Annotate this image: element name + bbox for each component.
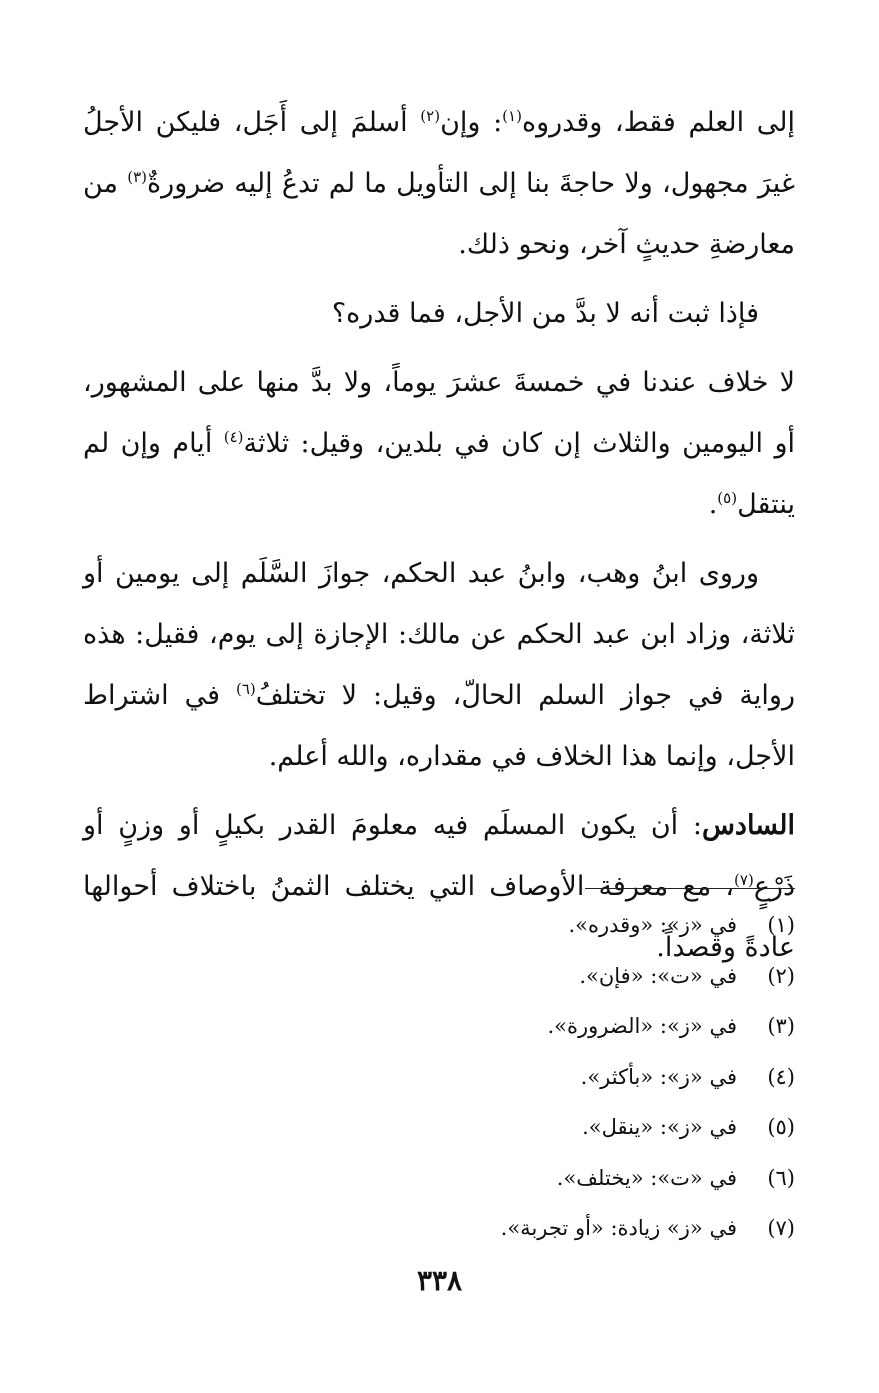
- text-segment: في اشتراط الأجل، وإنما هذا الخلاف في مقداره، والله أعلم.: [83, 680, 795, 772]
- footnote-marker: (٤): [223, 428, 244, 446]
- text-segment: فإذا ثبت أنه لا بدَّ من الأجل، فما قدره؟: [331, 298, 759, 329]
- footnote-number: (١): [767, 913, 795, 937]
- footnote-marker: (٣): [127, 168, 148, 186]
- text-segment: إلى العلم فقط، وقدروه: [521, 107, 795, 138]
- footnote-item: [83, 951, 795, 1002]
- text-segment: وروى ابنُ وهب، وابنُ عبد الحكم، جوازَ السَّلَم إلى يومين أو ثلاثة، وزاد ابن عبد الحكم عن مالك: الإجازة إلى يوم، فقيل: هذه رواية في جواز السلم الحالّ، وقيل: لا تختلفُ: [83, 558, 795, 711]
- footnote-marker: (٥): [717, 489, 738, 507]
- paragraph: [83, 92, 795, 275]
- footnote-number: (٤): [767, 1064, 795, 1089]
- text-segment: ، مع معرفة الأوصاف التي يختلف الثمنُ باختلاف أحوالها عادةً وقصداً.: [83, 871, 795, 963]
- footnotes-list: [83, 900, 795, 1254]
- footnote-marker: (٦): [235, 680, 256, 698]
- footnote-text: في «ز»: «الضرورة».: [547, 1014, 737, 1038]
- page-number: ٣٣٨: [416, 1264, 463, 1297]
- footnote-text: في «ت»: «فإن».: [579, 963, 737, 988]
- paragraph: [83, 543, 795, 787]
- text-segment: : وإن: [440, 107, 503, 138]
- section-label: السادس: [701, 810, 795, 841]
- paragraph: [83, 352, 795, 535]
- text-segment: أسلمَ إلى أَجَل، فليكن الأجلُ غيرَ مجهول، ولا حاجةَ بنا إلى التأويل ما لم تدعُ إليه ضرورةٌ: [83, 107, 795, 199]
- footnote-item: [83, 1001, 795, 1052]
- footnote-number: (٦): [767, 1165, 795, 1190]
- footnote-text: في «ز»: «وقدره».: [568, 913, 737, 937]
- paragraph: [83, 283, 795, 344]
- footnote-divider: [585, 888, 795, 889]
- footnote-number: (٧): [767, 1216, 795, 1240]
- text-segment: : أن يكون المسلَم فيه معلومَ القدر بكيلٍ أو وزنٍ أو ذَرْعٍ: [83, 810, 795, 902]
- text-segment: لا خلاف عندنا في خمسةَ عشرَ يوماً، ولا بدَّ منها على المشهور، أو اليومين والثلاث إن كان في بلدين، وقيل: ثلاثة: [83, 367, 795, 459]
- text-segment: من معارضةِ حديثٍ آخر، ونحو ذلك.: [83, 168, 795, 260]
- text-segment: أيام وإن لم ينتقل: [83, 428, 795, 520]
- footnote-marker: (١): [502, 107, 522, 125]
- main-text: [83, 92, 795, 986]
- footnote-number: (٥): [767, 1115, 795, 1139]
- footnote-item: [83, 1102, 795, 1153]
- footnote-marker: (٢): [420, 107, 441, 125]
- footnote-item: [83, 1052, 795, 1103]
- footnote-item: [83, 1153, 795, 1204]
- footnote-text: في «ز»: «بأكثر».: [580, 1064, 737, 1089]
- footnote-text: في «ت»: «يختلف».: [556, 1165, 737, 1190]
- footnote-number: (٣): [767, 1014, 795, 1038]
- footnote-text: في «ز»: «ينقل».: [582, 1115, 737, 1139]
- text-segment: .: [708, 489, 718, 520]
- footnote-item: [83, 900, 795, 951]
- footnote-item: [83, 1203, 795, 1254]
- footnote-marker: (٧): [734, 871, 754, 889]
- footnote-text: في «ز» زيادة: «أو تجربة».: [500, 1216, 737, 1240]
- footnote-number: (٢): [767, 963, 795, 988]
